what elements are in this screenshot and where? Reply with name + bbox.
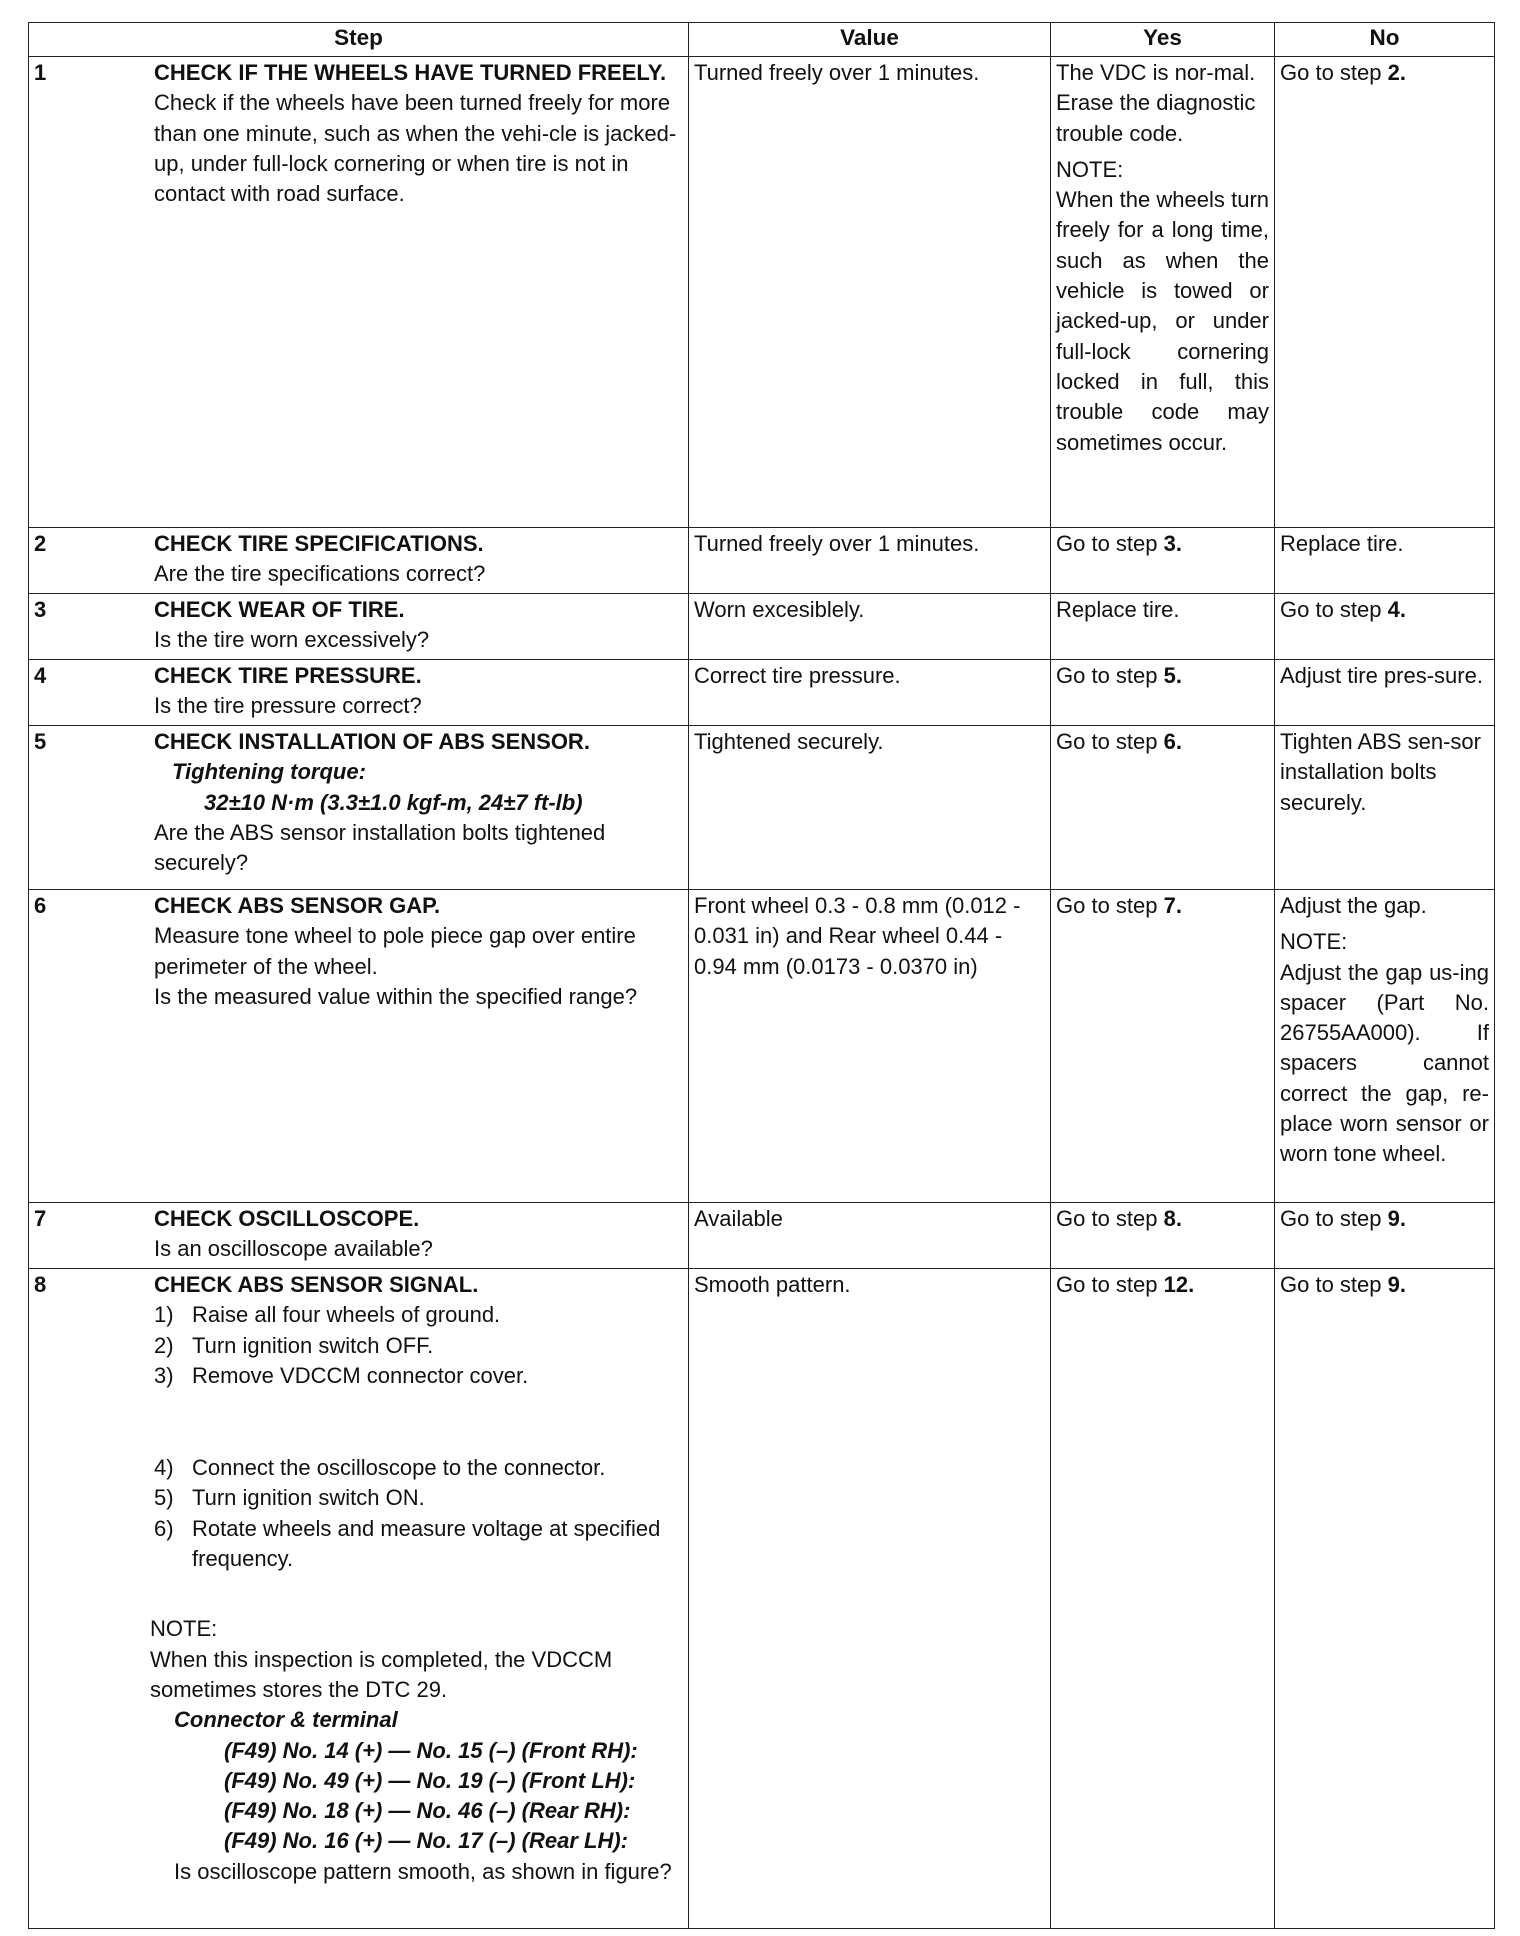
value-cell: Turned freely over 1 minutes. [689,57,1051,528]
step-number: 7 [34,1206,47,1231]
table-row [29,1269,1495,1929]
no-text: Adjust the gap. [1280,893,1427,918]
note-text: Adjust the gap us-ing spacer (Part No. 26755AA000). If spacers cannot correct the gap, re-place worn sensor or worn tone wheel. [1280,959,1489,1167]
value-cell: Smooth pattern. [689,1269,1051,1929]
go-to-label: Go to step [1056,893,1164,918]
no-cell [1275,57,1495,528]
value-cell: Worn excesiblely. [689,594,1051,660]
list-item: 2) Turn ignition switch OFF. [154,1332,434,1358]
no-cell [1275,1203,1495,1269]
step-title: CHECK TIRE SPECIFICATIONS. [154,531,484,556]
connector-terminal: (F49) No. 14 (+) — No. 15 (–) (Front RH): [224,1737,638,1763]
go-to-label: Go to step [1056,1206,1164,1231]
list-item: 5) Turn ignition switch ON. [154,1485,425,1511]
step-cell [29,1203,689,1269]
diagnostic-table [28,22,1495,1929]
list-item: 1) Raise all four wheels of ground. [154,1302,501,1328]
header-no: No [1275,23,1495,57]
step-number: 1 [34,60,47,85]
connector-terminal: (F49) No. 16 (+) — No. 17 (–) (Rear LH): [224,1828,629,1854]
go-to-step: 9. [1387,1206,1406,1231]
go-to-label: Go to step [1056,663,1164,688]
go-to-label: Go to step [1280,597,1388,622]
yes-cell [1051,1269,1275,1929]
step-title: CHECK IF THE WHEELS HAVE TURNED FREELY. [154,60,667,85]
go-to-step: 5. [1163,663,1182,688]
step-question: Is oscilloscope pattern smooth, as shown in figure? [174,1858,672,1884]
header-value: Value [689,23,1051,57]
step-cell [29,57,689,528]
value-cell: Tightened securely. [689,726,1051,890]
step-title: CHECK TIRE PRESSURE. [154,663,422,688]
step-question: Is the measured value within the specified range? [154,983,638,1009]
no-cell: Adjust tire pres-sure. [1275,660,1495,726]
procedure-list [154,1300,683,1391]
go-to-label: Go to step [1056,1272,1164,1297]
go-to-step: 4. [1387,597,1406,622]
torque-value: 32±10 N·m (3.3±1.0 kgf-m, 24±7 ft-lb) [204,789,583,815]
go-to-step: 9. [1387,1272,1406,1297]
table-row [29,726,1495,890]
go-to-label: Go to step [1280,60,1388,85]
yes-cell [1051,660,1275,726]
step-cell [29,660,689,726]
table-row [29,528,1495,594]
go-to-step: 12. [1163,1272,1195,1297]
yes-cell [1051,528,1275,594]
go-to-label: Go to step [1056,531,1164,556]
yes-text: The VDC is nor-mal. Erase the diagnostic trouble code. [1056,60,1256,146]
value-cell: Correct tire pressure. [689,660,1051,726]
note-label: NOTE: [1280,929,1348,955]
step-title: CHECK ABS SENSOR SIGNAL. [154,1272,479,1297]
step-description: Is the tire worn excessively? [154,627,430,653]
no-cell: Replace tire. [1275,528,1495,594]
step-number: 2 [34,531,47,556]
step-title: CHECK WEAR OF TIRE. [154,597,405,622]
step-number: 5 [34,729,47,754]
step-cell [29,528,689,594]
yes-cell [1051,1203,1275,1269]
step-cell [29,726,689,890]
value-cell: Available [689,1203,1051,1269]
connector-terminal: (F49) No. 18 (+) — No. 46 (–) (Rear RH): [224,1798,631,1824]
table-row [29,660,1495,726]
no-cell [1275,594,1495,660]
no-cell [1275,890,1495,1203]
yes-cell [1051,726,1275,890]
go-to-label: Go to step [1280,1206,1388,1231]
step-number: 8 [34,1272,47,1297]
step-number: 3 [34,597,47,622]
figure-gap [154,1391,683,1453]
step-number: 6 [34,893,47,918]
no-cell: Tighten ABS sen-sor installation bolts securely. [1275,726,1495,890]
table-row [29,594,1495,660]
header-row [29,23,1495,57]
connector-label: Connector & terminal [174,1707,398,1733]
note-label: NOTE: [150,1616,218,1642]
list-item: 6) Rotate wheels and measure voltage at specified frequency. [154,1515,661,1572]
step-number: 4 [34,663,47,688]
header-yes: Yes [1051,23,1275,57]
go-to-step: 8. [1163,1206,1182,1231]
go-to-step: 6. [1163,729,1182,754]
header-step: Step [29,23,689,57]
no-cell [1275,1269,1495,1929]
go-to-step: 3. [1163,531,1182,556]
go-to-step: 7. [1163,893,1182,918]
step-title: CHECK OSCILLOSCOPE. [154,1206,420,1231]
step-description: Are the tire specifications correct? [154,561,486,587]
list-item: 4) Connect the oscilloscope to the connector. [154,1455,606,1481]
step-cell [29,890,689,1203]
procedure-list [154,1453,683,1574]
connector-terminal: (F49) No. 49 (+) — No. 19 (–) (Front LH): [224,1767,636,1793]
go-to-step: 2. [1387,60,1406,85]
table-row [29,1203,1495,1269]
table-row [29,890,1495,1203]
table-row [29,57,1495,528]
step-title: CHECK INSTALLATION OF ABS SENSOR. [154,729,590,754]
value-cell: Turned freely over 1 minutes. [689,528,1051,594]
yes-cell: Replace tire. [1051,594,1275,660]
step-cell [29,594,689,660]
step-description: Is the tire pressure correct? [154,693,422,719]
step-description: Check if the wheels have been turned freely for more than one minute, such as when the vehi-cle is jacked-up, under full-lock cornering or when tire is not in contact with road surface. [154,90,677,207]
torque-label: Tightening torque: [172,759,366,785]
step-cell [29,1269,689,1929]
yes-cell [1051,890,1275,1203]
list-item: 3) Remove VDCCM connector cover. [154,1362,529,1388]
note-text: When the wheels turn freely for a long time, such as when the vehicle is towed or jacked-up, or under full-lock cornering locked in full, this trouble code may sometimes occur. [1056,187,1269,455]
go-to-label: Go to step [1280,1272,1388,1297]
step-description: Are the ABS sensor installation bolts tightened securely? [154,819,606,876]
step-title: CHECK ABS SENSOR GAP. [154,893,441,918]
note-label: NOTE: [1056,156,1124,182]
go-to-label: Go to step [1056,729,1164,754]
note-text: When this inspection is completed, the VDCCM sometimes stores the DTC 29. [150,1646,613,1702]
step-description: Is an oscilloscope available? [154,1236,433,1262]
yes-cell [1051,57,1275,528]
value-cell: Front wheel 0.3 - 0.8 mm (0.012 - 0.031 in) and Rear wheel 0.44 - 0.94 mm (0.0173 - 0.0370 in) [689,890,1051,1203]
step-description: Measure tone wheel to pole piece gap over entire perimeter of the wheel. [154,923,636,979]
